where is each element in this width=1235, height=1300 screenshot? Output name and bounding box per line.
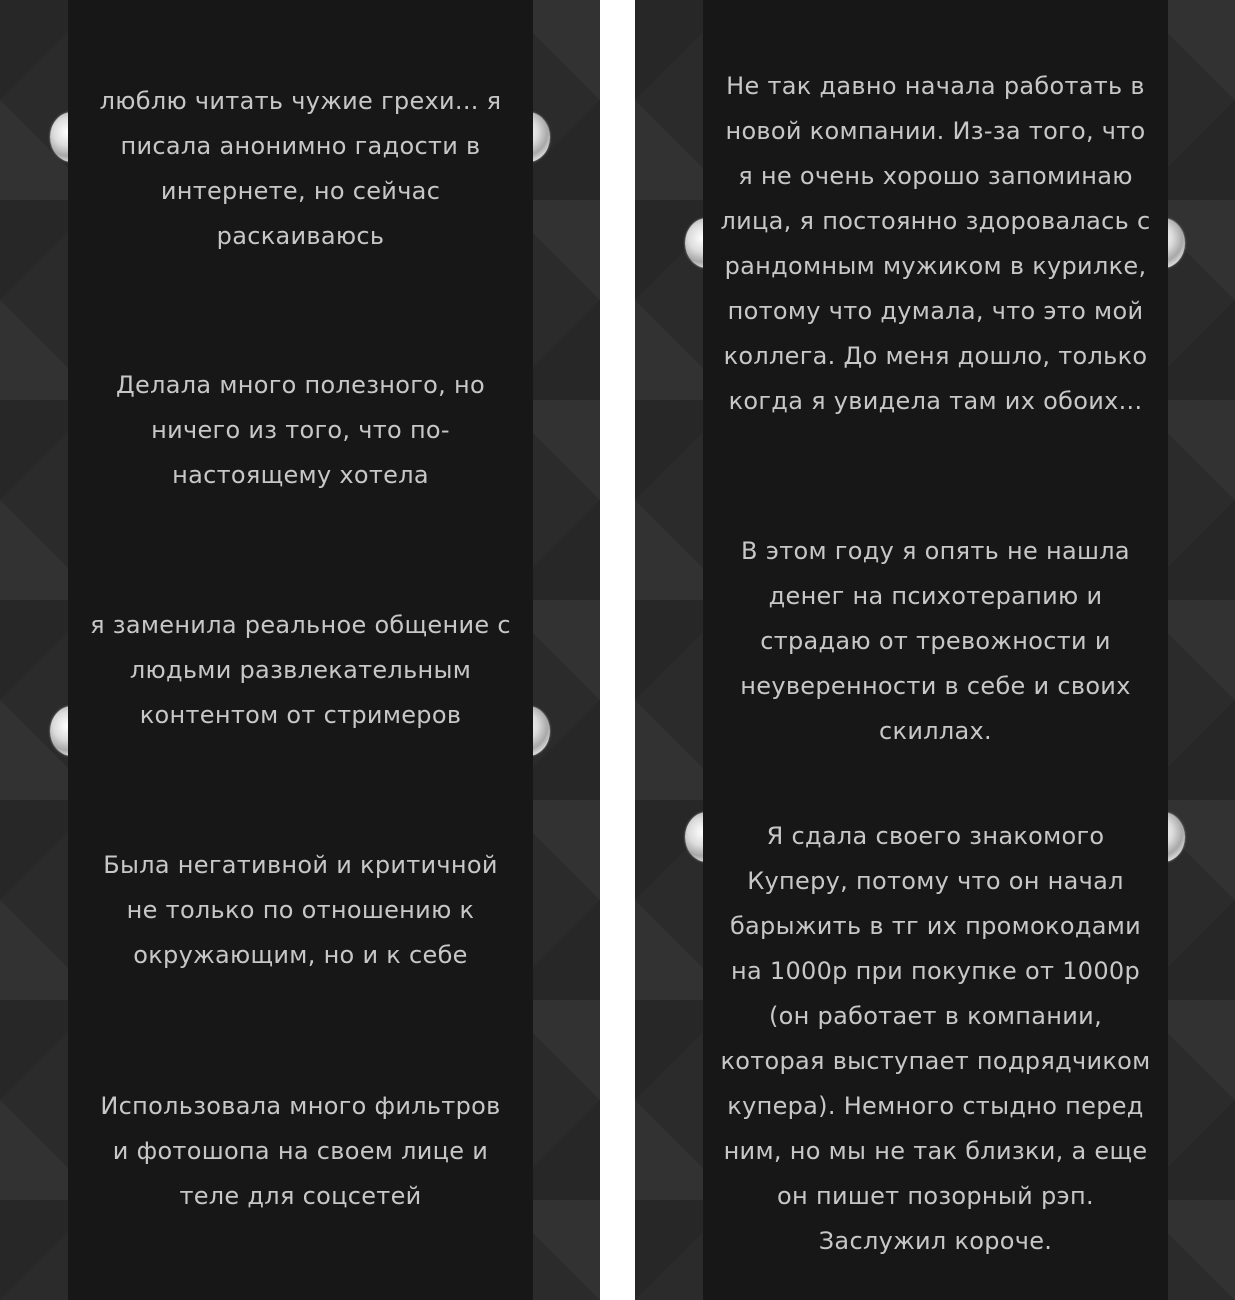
confession-post bbox=[703, 529, 1168, 754]
confession-post bbox=[68, 603, 533, 738]
feed-column bbox=[68, 0, 533, 1300]
confession-text: В этом году я опять не нашла денег на психотерапию и страдаю от тревожности и неуверенности в себе и своих скиллах. bbox=[740, 537, 1131, 745]
confession-text: я заменила реальное общение с людьми развлекательным контентом от стримеров bbox=[90, 611, 511, 729]
confession-post bbox=[68, 363, 533, 498]
confession-text: Делала много полезного, но ничего из того, что по-настоящему хотела bbox=[116, 371, 485, 489]
left-feed-panel bbox=[0, 0, 600, 1300]
confession-post bbox=[703, 814, 1168, 1264]
confession-text: люблю читать чужие грехи... я писала анонимно гадости в интернете, но сейчас раскаиваюсь bbox=[99, 87, 502, 250]
confession-text: Я сдала своего знакомого Куперу, потому что он начал барыжить в тг их промокодами на 1000р при покупке от 1000р (он работает в компании, которая выступает подрядчиком купера). Немного стыдно перед ним, но мы не так близки, а еще он пишет позорный рэп. Заслужил короче. bbox=[720, 822, 1151, 1255]
confession-post bbox=[703, 64, 1168, 424]
confession-text: Не так давно начала работать в новой компании. Из-за того, что я не очень хорошо запоминаю лица, я постоянно здоровалась с рандомным мужиком в курилке, потому что думала, что это мой коллега. До меня дошло, только когда я увидела там их обоих... bbox=[720, 72, 1151, 415]
confession-text: Использовала много фильтров и фотошопа на своем лице и теле для соцсетей bbox=[100, 1092, 501, 1210]
confession-text: Была негативной и критичной не только по отношению к окружающим, но и к себе bbox=[103, 851, 498, 969]
right-feed-panel bbox=[635, 0, 1235, 1300]
confession-post bbox=[68, 843, 533, 978]
feed-column bbox=[703, 0, 1168, 1300]
confession-post bbox=[68, 79, 533, 259]
confession-post bbox=[68, 1084, 533, 1219]
